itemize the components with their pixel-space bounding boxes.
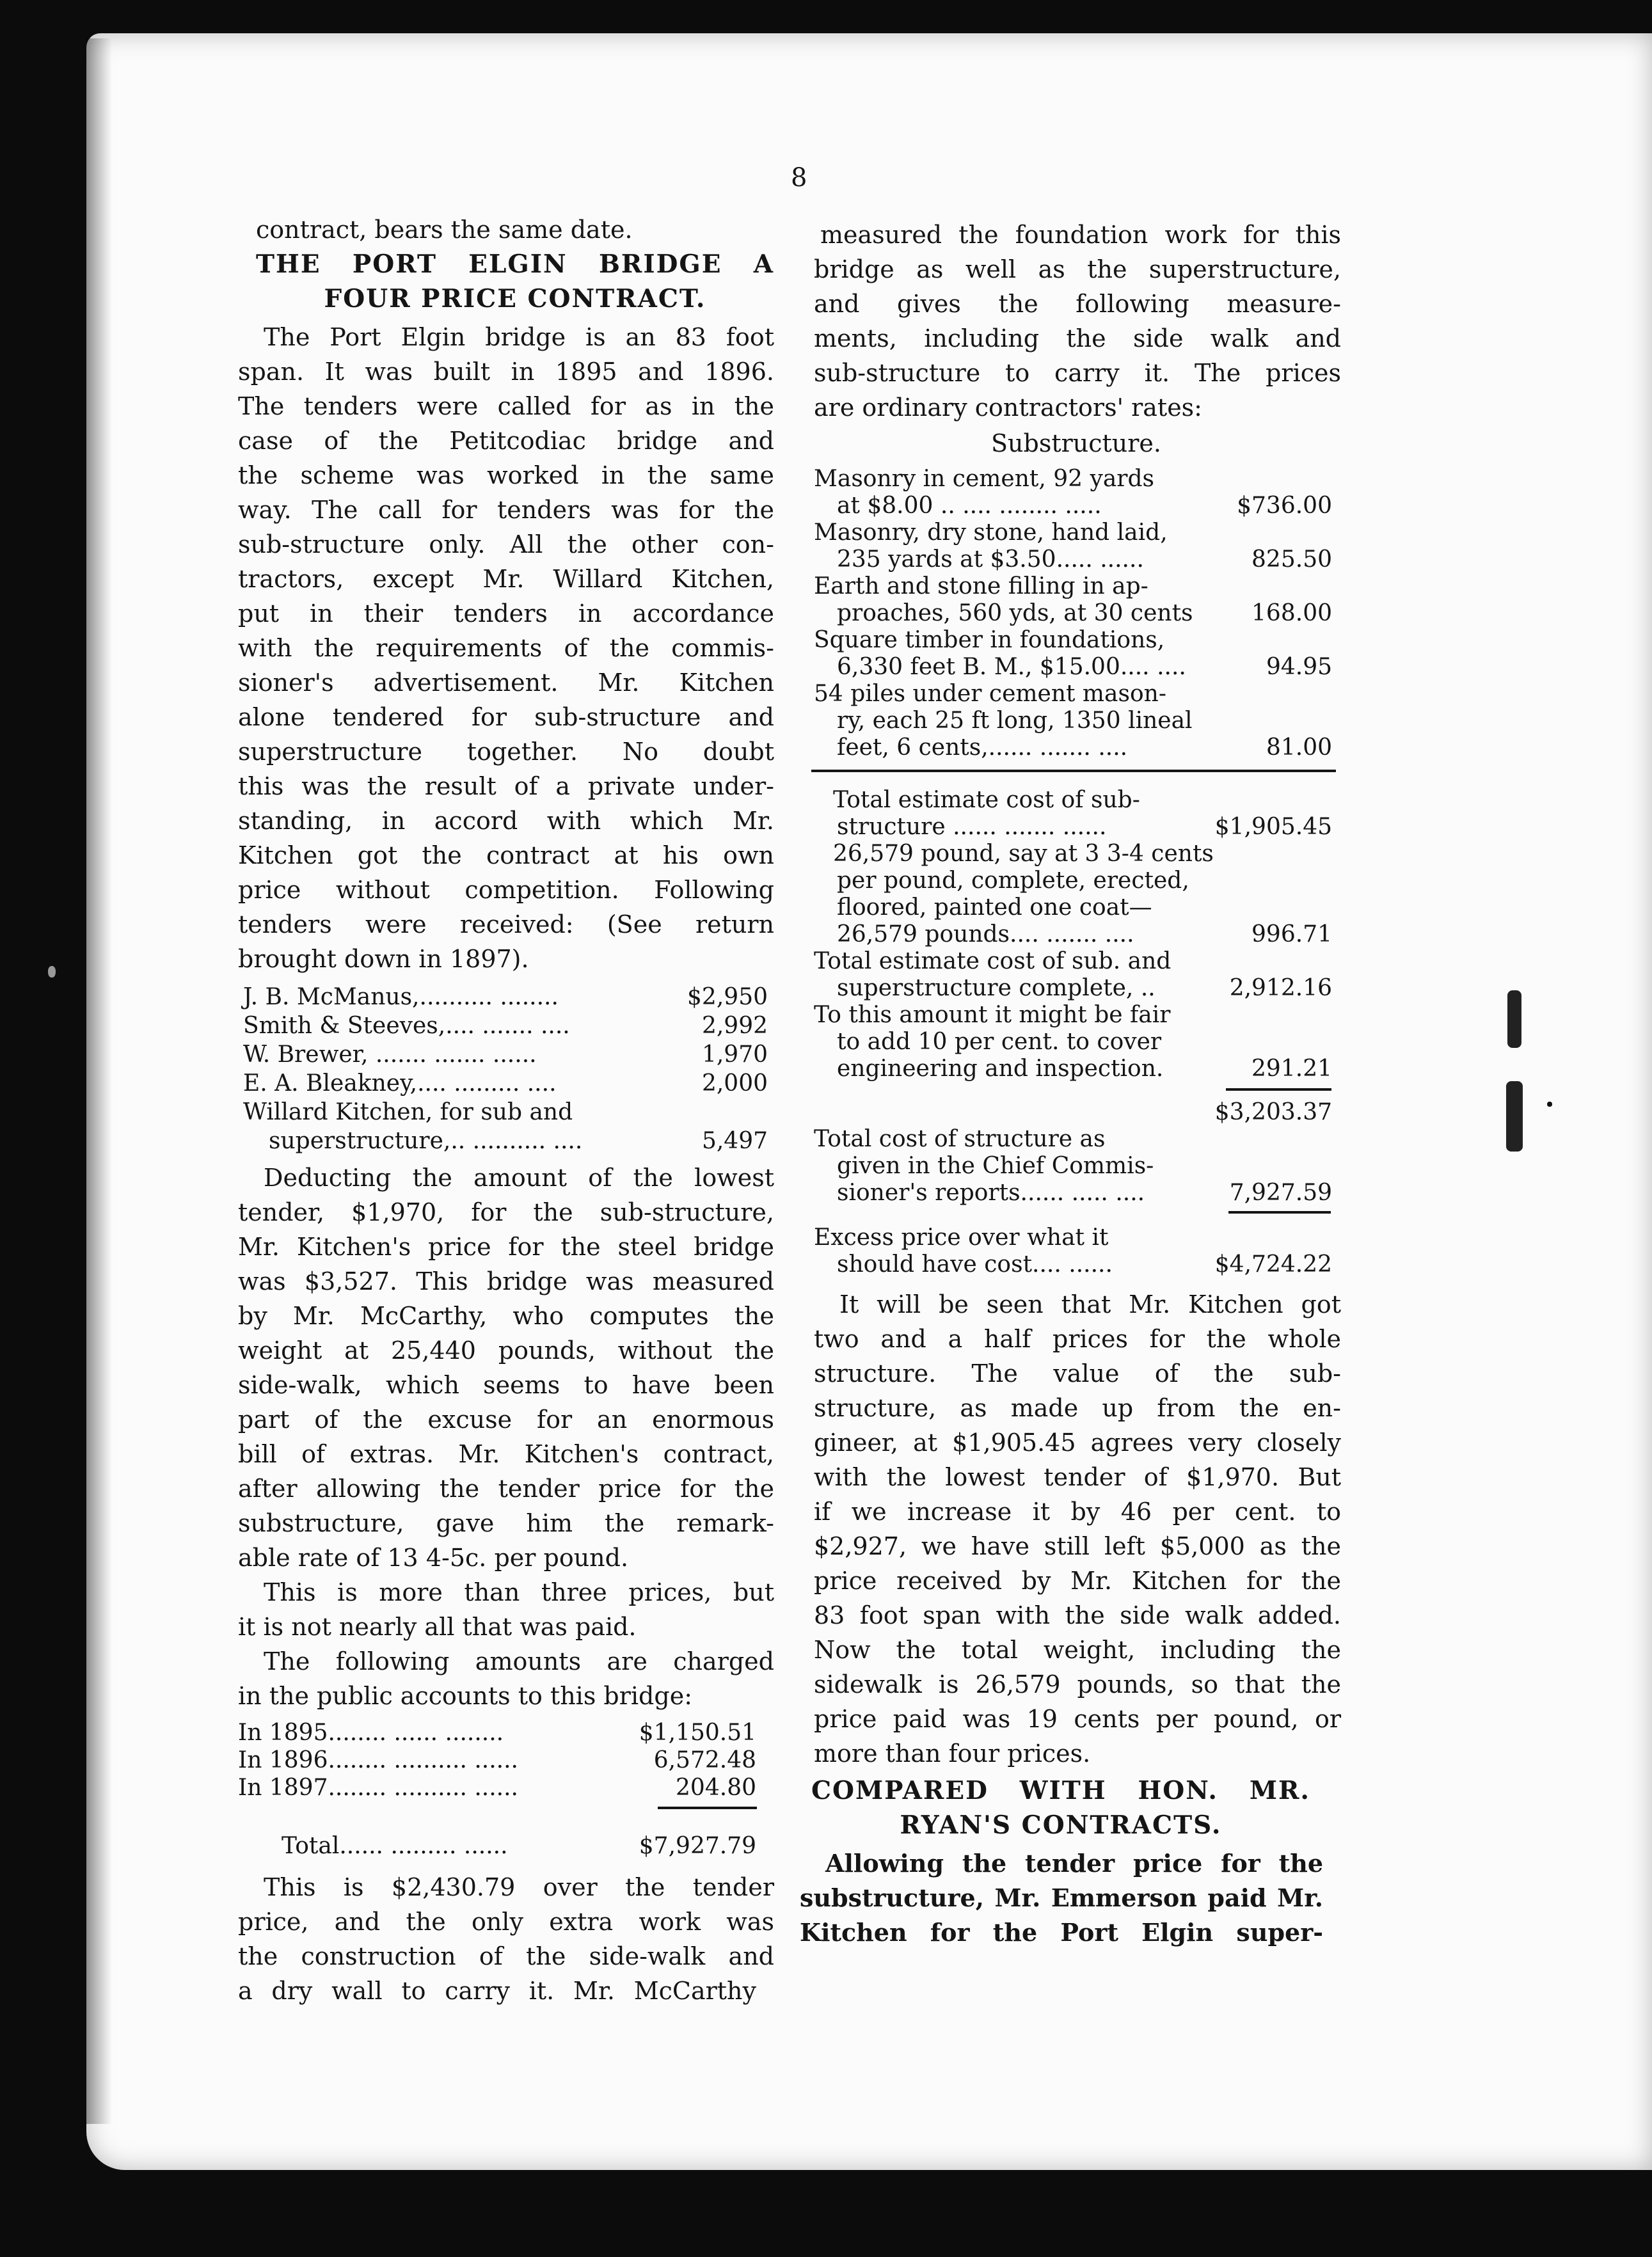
ledger-row: [243, 1127, 768, 1155]
section-heading: COMPARED WITH HON. MR.: [811, 1776, 1310, 1805]
ledger-label: Square timber in foundations,: [814, 627, 1165, 653]
ledger-row: [814, 626, 1332, 654]
ledger-amount: 1,970: [701, 1041, 768, 1068]
ledger-amount: 2,912.16: [1229, 975, 1332, 1001]
text-line: Now the total weight, including the: [814, 1636, 1341, 1664]
ledger-row: [814, 1028, 1332, 1056]
ledger-label: per pound, complete, erected,: [837, 867, 1189, 894]
ledger-label: Smith & Steeves,.... ....... ....: [243, 1013, 570, 1039]
ledger-amount: 81.00: [1266, 734, 1332, 761]
scan-speck: [1547, 1102, 1552, 1107]
ledger-amount: 168.00: [1251, 600, 1332, 626]
ledger-row: [243, 1041, 768, 1069]
text-line: ments, including the side walk and: [814, 324, 1341, 352]
text-line: price received by Mr. Kitchen for the: [814, 1567, 1341, 1595]
text-line: tenders were received: (See return: [238, 910, 774, 938]
text-line: the construction of the side-walk and: [238, 1942, 774, 1970]
ledger-label: In 1897........ .......... ......: [238, 1775, 518, 1801]
text-line: bill of extras. Mr. Kitchen's contract,: [238, 1440, 774, 1468]
ledger-label: Total...... ......... ......: [282, 1833, 508, 1859]
ledger-row: [814, 599, 1332, 628]
ledger-row: [238, 1719, 756, 1747]
ledger-label: 54 piles under cement mason-: [814, 681, 1167, 707]
ledger-amount: $4,724.22: [1214, 1251, 1332, 1278]
text-line: with the lowest tender of $1,970. But: [814, 1463, 1341, 1491]
text-line: structure, as made up from the en-: [814, 1394, 1341, 1422]
text-line: measured the foundation work for this: [820, 221, 1341, 249]
ledger-row: [814, 894, 1332, 922]
ledger-row: [238, 1746, 756, 1775]
text-line: was $3,527. This bridge was measured: [238, 1267, 774, 1295]
ledger-label: 6,330 feet B. M., $15.00.... ....: [837, 654, 1186, 680]
ledger-amount: $1,150.51: [639, 1720, 756, 1746]
ledger-label: 235 yards at $3.50..... ......: [837, 546, 1144, 573]
ledger-label: sioner's reports...... ..... ....: [837, 1180, 1145, 1206]
ledger-label: floored, painted one coat—: [837, 894, 1152, 921]
ledger-label: feet, 6 cents,...... ....... ....: [837, 734, 1128, 761]
text-line: substructure, gave him the remark-: [238, 1509, 774, 1537]
text-line: sub-structure to carry it. The prices: [814, 359, 1341, 387]
ledger-row: [814, 786, 1332, 814]
text-line: more than four prices.: [814, 1739, 1091, 1768]
text-line: It will be seen that Mr. Kitchen got: [839, 1290, 1341, 1319]
text-line: with the requirements of the commis-: [238, 634, 774, 662]
ledger-label: should have cost.... ......: [837, 1251, 1113, 1278]
ledger-label: Excess price over what it: [814, 1224, 1109, 1251]
ledger-label: 26,579 pound, say at 3 3-4 cents: [833, 841, 1214, 867]
text-line: 83 foot span with the side walk added.: [814, 1601, 1341, 1629]
text-line: Allowing the tender price for the: [825, 1849, 1323, 1878]
total-rule: [1226, 1088, 1331, 1091]
text-line: standing, in accord with which Mr.: [238, 807, 774, 835]
text-line: a dry wall to carry it. Mr. McCarthy: [238, 1977, 756, 2005]
ledger-row: [814, 1055, 1332, 1083]
text-line: sub-structure only. All the other con-: [238, 530, 774, 558]
scan-speck: [48, 966, 56, 978]
ledger-row: [814, 1098, 1332, 1127]
section-heading: THE PORT ELGIN BRIDGE A: [256, 249, 774, 279]
text-line: price paid was 19 cents per pound, or: [814, 1705, 1341, 1733]
ledger-label: Total estimate cost of sub. and: [814, 948, 1171, 974]
text-line: this was the result of a private under-: [238, 772, 774, 800]
subheading: Substructure.: [991, 429, 1161, 457]
ledger-label: Total estimate cost of sub-: [833, 787, 1140, 813]
ledger-label: superstructure complete, ..: [837, 975, 1156, 1001]
ledger-row: [814, 492, 1332, 520]
text-line: are ordinary contractors' rates:: [814, 393, 1202, 422]
ledger-row: [814, 974, 1332, 1002]
ledger-label: given in the Chief Commis-: [837, 1153, 1154, 1179]
ledger-row: [814, 840, 1332, 868]
ledger-amount: $736.00: [1237, 493, 1332, 519]
page-number: 8: [791, 163, 807, 193]
ledger-row: [814, 707, 1332, 735]
ledger-row: [814, 680, 1332, 708]
scan-mark: [1507, 990, 1521, 1048]
text-line: way. The call for tenders was for the: [238, 496, 774, 524]
total-rule: [811, 770, 1336, 772]
total-rule: [658, 1807, 757, 1809]
text-line: if we increase it by 46 per cent. to: [814, 1498, 1341, 1526]
text-line: in the public accounts to this bridge:: [238, 1682, 692, 1710]
ledger-row: [814, 1001, 1332, 1029]
text-line: The Port Elgin bridge is an 83 foot: [264, 323, 774, 351]
ledger-amount: 204.80: [676, 1775, 756, 1801]
text-line: This is more than three prices, but: [264, 1578, 774, 1606]
ledger-row: [243, 983, 768, 1011]
ledger-row: [814, 734, 1332, 762]
ledger-label: Masonry in cement, 92 yards: [814, 466, 1155, 492]
text-line: by Mr. McCarthy, who computes the: [238, 1302, 774, 1330]
ledger-row: [814, 653, 1332, 681]
text-line: after allowing the tender price for the: [238, 1475, 774, 1503]
ledger-label: W. Brewer, ....... ....... ......: [243, 1041, 537, 1068]
text-line: Kitchen got the contract at his own: [238, 841, 774, 869]
ledger-row: [814, 1179, 1332, 1207]
text-line: sidewalk is 26,579 pounds, so that the: [814, 1670, 1341, 1699]
ledger-row: [814, 813, 1332, 841]
text-line: substructure, Mr. Emmerson paid Mr.: [800, 1883, 1323, 1912]
text-line: Mr. Kitchen's price for the steel bridge: [238, 1233, 774, 1261]
text-line: price without competition. Following: [238, 876, 774, 904]
ledger-row: [814, 465, 1332, 493]
ledger-row: [243, 1098, 768, 1127]
text-line: sioner's advertisement. Mr. Kitchen: [238, 669, 774, 697]
text-line: put in their tenders in accordance: [238, 599, 774, 628]
ledger-row: [814, 519, 1332, 547]
ledger-label: 26,579 pounds.... ....... ....: [837, 921, 1134, 947]
ledger-label: structure ...... ....... ......: [837, 814, 1107, 840]
ledger-label: Masonry, dry stone, hand laid,: [814, 519, 1168, 546]
ledger-label: engineering and inspection.: [837, 1056, 1164, 1082]
ledger-label: proaches, 560 yds, at 30 cents: [837, 600, 1193, 626]
text-line: The tenders were called for as in the: [238, 392, 774, 420]
ledger-label: ry, each 25 ft long, 1350 lineal: [837, 708, 1193, 734]
text-line: tender, $1,970, for the sub-structure,: [238, 1198, 774, 1226]
text-line: two and a half prices for the whole: [814, 1325, 1341, 1353]
ledger-label: at $8.00 .. .... ........ .....: [837, 493, 1102, 519]
text-line: Kitchen for the Port Elgin super-: [800, 1918, 1323, 1947]
page-edge-shadow: [86, 38, 112, 2124]
ledger-label: To this amount it might be fair: [814, 1002, 1171, 1028]
ledger-row: [814, 921, 1332, 949]
text-line: gineer, at $1,905.45 agrees very closely: [814, 1429, 1341, 1457]
ledger-amount: 291.21: [1251, 1056, 1332, 1082]
ledger-row: [243, 1012, 768, 1040]
text-line: The following amounts are charged: [264, 1647, 774, 1675]
ledger-row: [814, 867, 1332, 895]
text-line: able rate of 13 4-5c. per pound.: [238, 1544, 629, 1572]
text-line: and gives the following measure-: [814, 290, 1341, 318]
text-line: it is not nearly all that was paid.: [238, 1613, 637, 1641]
ledger-amount: 6,572.48: [653, 1747, 756, 1773]
ledger-amount: $2,950: [687, 984, 768, 1010]
text-line: contract, bears the same date.: [256, 216, 633, 244]
ledger-label: Willard Kitchen, for sub and: [243, 1099, 573, 1125]
ledger-row: [238, 1832, 756, 1860]
total-rule: [1228, 1211, 1331, 1214]
text-line: case of the Petitcodiac bridge and: [238, 427, 774, 455]
text-line: superstructure together. No doubt: [238, 738, 774, 766]
ledger-amount: 5,497: [701, 1128, 768, 1154]
text-line: This is $2,430.79 over the tender: [264, 1873, 774, 1901]
ledger-amount: 2,992: [701, 1013, 768, 1039]
ledger-amount: 825.50: [1251, 546, 1332, 573]
ledger-row: [243, 1070, 768, 1098]
text-line: $2,927, we have still left $5,000 as the: [814, 1532, 1341, 1560]
ledger-label: Total cost of structure as: [814, 1126, 1106, 1152]
text-line: side-walk, which seems to have been: [238, 1371, 774, 1399]
ledger-label: J. B. McManus,.......... ........: [243, 984, 559, 1010]
text-line: price, and the only extra work was: [238, 1908, 774, 1936]
text-line: alone tendered for sub-structure and: [238, 703, 774, 731]
ledger-row: [814, 1125, 1332, 1153]
ledger-amount: 2,000: [701, 1070, 768, 1097]
text-line: part of the excuse for an enormous: [238, 1406, 774, 1434]
scan-mark: [1506, 1081, 1523, 1152]
ledger-row: [814, 546, 1332, 574]
section-heading: RYAN'S CONTRACTS.: [900, 1810, 1222, 1840]
ledger-label: superstructure,.. .......... ....: [269, 1128, 583, 1154]
ledger-amount: 996.71: [1251, 921, 1332, 947]
ledger-amount: $7,927.79: [639, 1833, 756, 1859]
text-line: tractors, except Mr. Willard Kitchen,: [238, 565, 774, 593]
ledger-label: Earth and stone filling in ap-: [814, 573, 1148, 599]
ledger-label: to add 10 per cent. to cover: [837, 1029, 1162, 1055]
section-heading: FOUR PRICE CONTRACT.: [324, 284, 706, 313]
ledger-label: In 1895........ ...... ........: [238, 1720, 504, 1746]
ledger-amount: 94.95: [1266, 654, 1332, 680]
text-line: structure. The value of the sub-: [814, 1359, 1341, 1388]
ledger-label: E. A. Bleakney,.... ......... ....: [243, 1070, 557, 1097]
ledger-label: In 1896........ .......... ......: [238, 1747, 518, 1773]
ledger-amount: $1,905.45: [1214, 814, 1332, 840]
text-line: weight at 25,440 pounds, without the: [238, 1336, 774, 1365]
text-line: Deducting the amount of the lowest: [264, 1164, 774, 1192]
ledger-row: [814, 947, 1332, 976]
ledger-row: [238, 1774, 756, 1802]
ledger-row: [814, 1251, 1332, 1279]
ledger-amount: 7,927.59: [1229, 1180, 1332, 1206]
text-line: brought down in 1897).: [238, 945, 529, 973]
ledger-row: [814, 1224, 1332, 1252]
text-line: span. It was built in 1895 and 1896.: [238, 358, 774, 386]
ledger-amount: $3,203.37: [1214, 1099, 1332, 1125]
ledger-row: [814, 573, 1332, 601]
ledger-row: [814, 1152, 1332, 1180]
text-line: the scheme was worked in the same: [238, 461, 774, 489]
text-line: bridge as well as the superstructure,: [814, 255, 1341, 283]
